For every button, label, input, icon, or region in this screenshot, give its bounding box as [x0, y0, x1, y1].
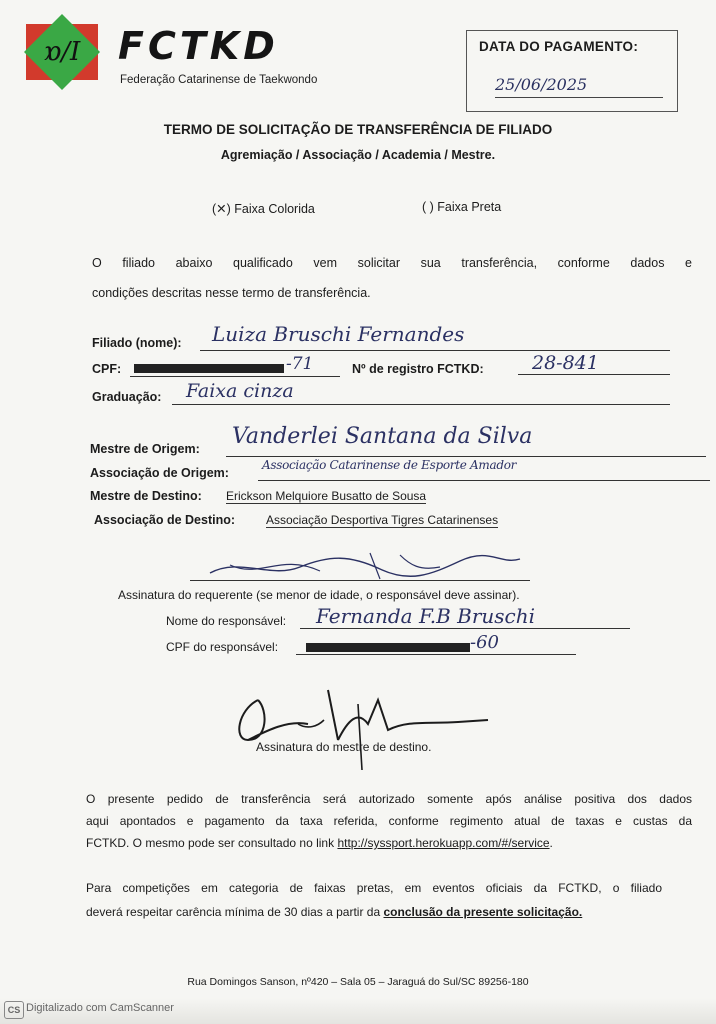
belt-black-label: Faixa Preta	[437, 200, 502, 214]
camscanner-icon: CS	[4, 1001, 24, 1019]
intro-text	[92, 248, 692, 308]
responsavel-label: Nome do responsável:	[166, 614, 287, 628]
document-subtitle: Agremiação / Associação / Academia / Mestre.	[220, 148, 496, 162]
cpf-line	[130, 376, 340, 377]
cpf-redaction	[134, 364, 284, 373]
payment-date-label: DATA DO PAGAMENTO:	[479, 39, 639, 54]
mestre-origem-label: Mestre de Origem:	[90, 442, 200, 456]
filiado-label: Filiado (nome):	[92, 336, 182, 350]
master-signature-caption: Assinatura do mestre de destino.	[256, 740, 432, 754]
camscanner-watermark: Digitalizado com CamScanner	[26, 1002, 174, 1014]
svg-text:ɒ/I: ɒ/I	[43, 37, 81, 67]
brand-name: FCTKD	[118, 24, 279, 68]
notice-authorization-line-2: aqui apontados e pagamento da taxa referida, conforme regimento atual de taxas e custas da	[86, 814, 692, 828]
registro-label: Nº de registro FCTKD:	[352, 362, 484, 376]
belt-colored-option	[212, 194, 315, 224]
mestre-destino-value: Erickson Melquiore Busatto de Sousa	[226, 489, 427, 503]
notice-authorization-line-3-prefix: FCTKD. O mesmo pode ser consultado no link	[86, 836, 338, 850]
assoc-origem-line	[258, 480, 710, 481]
payment-date-value: 25/06/2025	[495, 75, 588, 94]
notice-black-belt-line-2	[86, 900, 662, 924]
brand-subtitle: Federação Catarinense de Taekwondo	[120, 74, 318, 86]
payment-date-box	[466, 30, 678, 112]
belt-black-mark: ( )	[422, 200, 434, 214]
belt-black-option	[422, 192, 501, 222]
cpf-responsavel-label: CPF do responsável:	[166, 640, 279, 654]
assoc-destino-label: Associação de Destino:	[94, 513, 236, 527]
cpf-responsavel-value: -60	[470, 632, 499, 653]
notice-black-belt-emphasis: conclusão da presente solicitação.	[383, 905, 583, 919]
belt-colored-mark: (✕)	[212, 202, 231, 216]
filiado-value: Luiza Bruschi Fernandes	[212, 322, 465, 346]
cpf-label: CPF:	[92, 362, 122, 376]
notice-black-belt	[86, 876, 662, 924]
syssport-service-link[interactable]: http://syssport.herokuapp.com/#/service	[337, 836, 550, 850]
fctkd-logo	[24, 14, 100, 90]
graduacao-value: Faixa cinza	[186, 380, 294, 402]
registro-value: 28-841	[532, 352, 599, 374]
registro-line	[518, 374, 670, 375]
graduacao-line	[172, 404, 670, 405]
graduacao-label: Graduação:	[92, 390, 162, 404]
cpf-value: -71	[286, 354, 314, 374]
assoc-destino-value: Associação Desportiva Tigres Catarinenses	[266, 513, 499, 527]
notice-black-belt-line-2-prefix: deverá respeitar carência mínima de 30 dias a partir da	[86, 905, 384, 919]
notice-authorization-line-3	[86, 832, 692, 854]
mestre-destino-label: Mestre de Destino:	[90, 489, 202, 503]
mestre-origem-line	[226, 456, 706, 457]
cpf-responsavel-line	[296, 654, 576, 655]
belt-colored-label: Faixa Colorida	[234, 202, 315, 216]
responsavel-line	[300, 628, 630, 629]
notice-authorization	[86, 788, 692, 854]
assoc-origem-label: Associação de Origem:	[90, 466, 229, 480]
master-signature	[228, 680, 508, 785]
notice-authorization-line-1: O presente pedido de transferência será autorizado somente após análise positiva dos dados	[86, 792, 692, 806]
notice-authorization-line-3-suffix: .	[549, 836, 553, 850]
footer-address: Rua Domingos Sanson, nº420 – Sala 05 – Jaraguá do Sul/SC 89256-180	[187, 976, 529, 988]
payment-date-line	[495, 97, 663, 98]
notice-black-belt-line-1: Para competições em categoria de faixas pretas, em eventos oficiais da FCTKD, o filiado	[86, 881, 662, 895]
requester-signature-caption: Assinatura do requerente (se menor de idade, o responsável deve assinar).	[118, 588, 520, 602]
intro-line-1: O filiado abaixo qualificado vem solicitar sua transferência, conforme dados e	[92, 256, 692, 270]
responsavel-value: Fernanda F.B Bruschi	[316, 604, 536, 628]
assoc-origem-value: Associação Catarinense de Esporte Amador	[262, 458, 517, 472]
requester-signature	[200, 545, 530, 590]
filiado-line	[200, 350, 670, 351]
cpf-responsavel-redaction	[306, 643, 470, 652]
mestre-origem-value: Vanderlei Santana da Silva	[232, 424, 533, 449]
requester-signature-line	[190, 580, 530, 581]
document-title: TERMO DE SOLICITAÇÃO DE TRANSFERÊNCIA DE FILIADO	[163, 122, 553, 137]
intro-line-2: condições descritas nesse termo de transferência.	[92, 286, 371, 300]
